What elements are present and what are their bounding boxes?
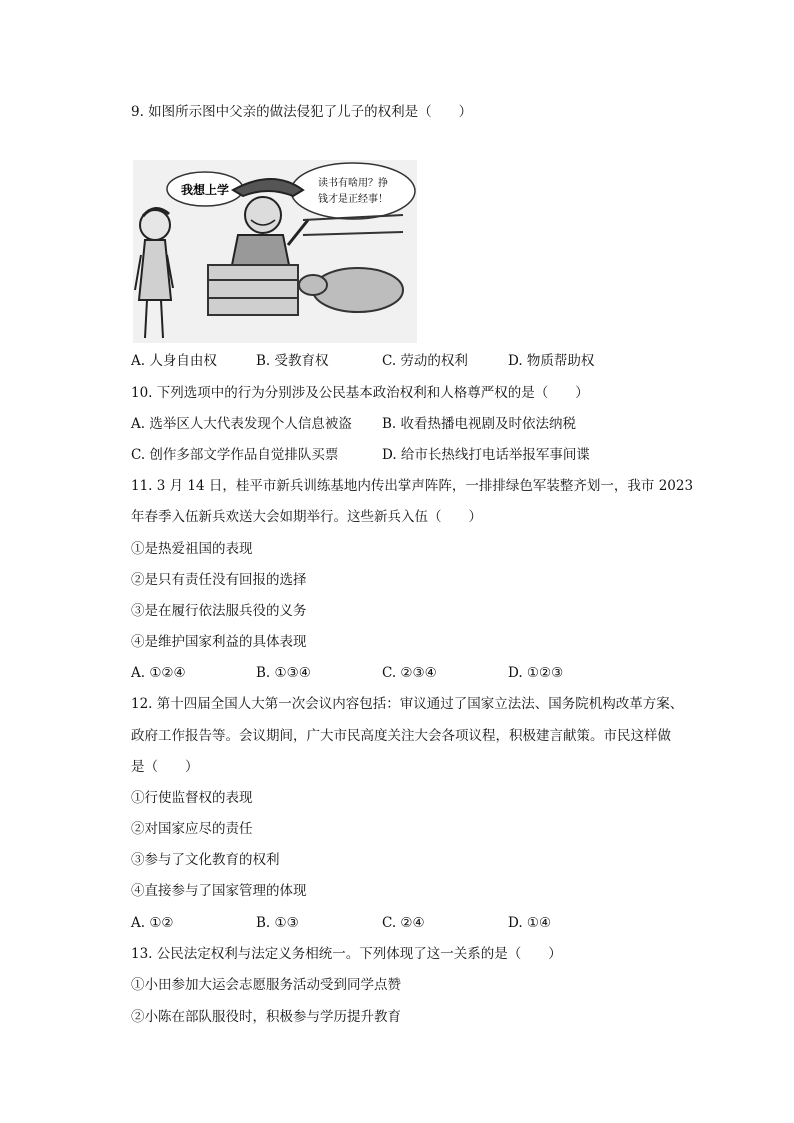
q9-option-b: B. 受教育权 [256, 353, 329, 369]
q11-option-a: A. ①②④ [131, 665, 186, 681]
q12-option-a: A. ①② [131, 915, 174, 931]
q10-option-a: A. 选举区人大代表发现个人信息被盗 [131, 416, 352, 432]
q10-option-b: B. 收看热播电视剧及时依法纳税 [382, 416, 577, 432]
q13-stem: 13. 公民法定权利与法定义务相统一。下列体现了这一关系的是（ ） [131, 946, 562, 962]
bubble-right-text-2: 钱才是正经事！ [318, 194, 388, 205]
q13-item-2: ②小陈在部队服役时，积极参与学历提升教育 [131, 1009, 401, 1025]
q12-stem-line2: 政府工作报告等。会议期间，广大市民高度关注大会各项议程，积极建言献策。市民这样做 [131, 728, 671, 744]
q11-option-d: D. ①②③ [508, 665, 564, 681]
q11-item-1: ①是热爱祖国的表现 [131, 541, 253, 557]
q12-stem-line1: 12. 第十四届全国人大第一次会议内容包括：审议通过了国家立法法、国务院机构改革方案、 [131, 696, 684, 712]
q11-stem-line2: 年春季入伍新兵欢送大会如期举行。这些新兵入伍（ ） [131, 509, 482, 525]
q12-option-c: C. ②④ [382, 915, 425, 931]
q9-option-a: A. 人身自由权 [131, 353, 217, 369]
q12-option-b: B. ①③ [256, 915, 299, 931]
q10-option-d: D. 给市长热线打电话举报军事间谍 [382, 447, 590, 463]
q10-stem: 10. 下列选项中的行为分别涉及公民基本政治权利和人格尊严权的是（ ） [131, 385, 589, 401]
q11-item-4: ④是维护国家利益的具体表现 [131, 634, 307, 650]
q9-option-d: D. 物质帮助权 [508, 353, 595, 369]
q12-item-3: ③参与了文化教育的权利 [131, 852, 280, 868]
speech-bubble-right [291, 163, 415, 219]
q9-stem: 9. 如图所示图中父亲的做法侵犯了儿子的权利是（ ） [131, 104, 473, 120]
q11-option-b: B. ①③④ [256, 665, 311, 681]
q13-item-1: ①小田参加大运会志愿服务活动受到同学点赞 [131, 977, 401, 993]
pig [313, 268, 403, 312]
bubble-left-text: 我想上学 [180, 183, 230, 197]
q12-option-d: D. ①④ [508, 915, 552, 931]
q10-option-c: C. 创作多部文学作品自觉排队买票 [131, 447, 339, 463]
bubble-right-text-1: 读书有啥用？挣 [318, 178, 388, 189]
q11-stem-line1: 11. 3 月 14 日，桂平市新兵训练基地内传出掌声阵阵，一排排绿色军装整齐划一，我市 2023 [131, 478, 694, 494]
q12-item-1: ①行使监督权的表现 [131, 790, 253, 806]
q9-option-c: C. 劳动的权利 [382, 353, 468, 369]
q12-item-4: ④直接参与了国家管理的体现 [131, 883, 307, 899]
q12-stem-line3: 是（ ） [131, 759, 199, 775]
q11-option-c: C. ②③④ [382, 665, 437, 681]
q12-item-2: ②对国家应尽的责任 [131, 821, 253, 837]
q9-cartoon-image [133, 160, 417, 343]
q11-item-3: ③是在履行依法服兵役的义务 [131, 603, 307, 619]
q11-item-2: ②是只有责任没有回报的选择 [131, 572, 307, 588]
